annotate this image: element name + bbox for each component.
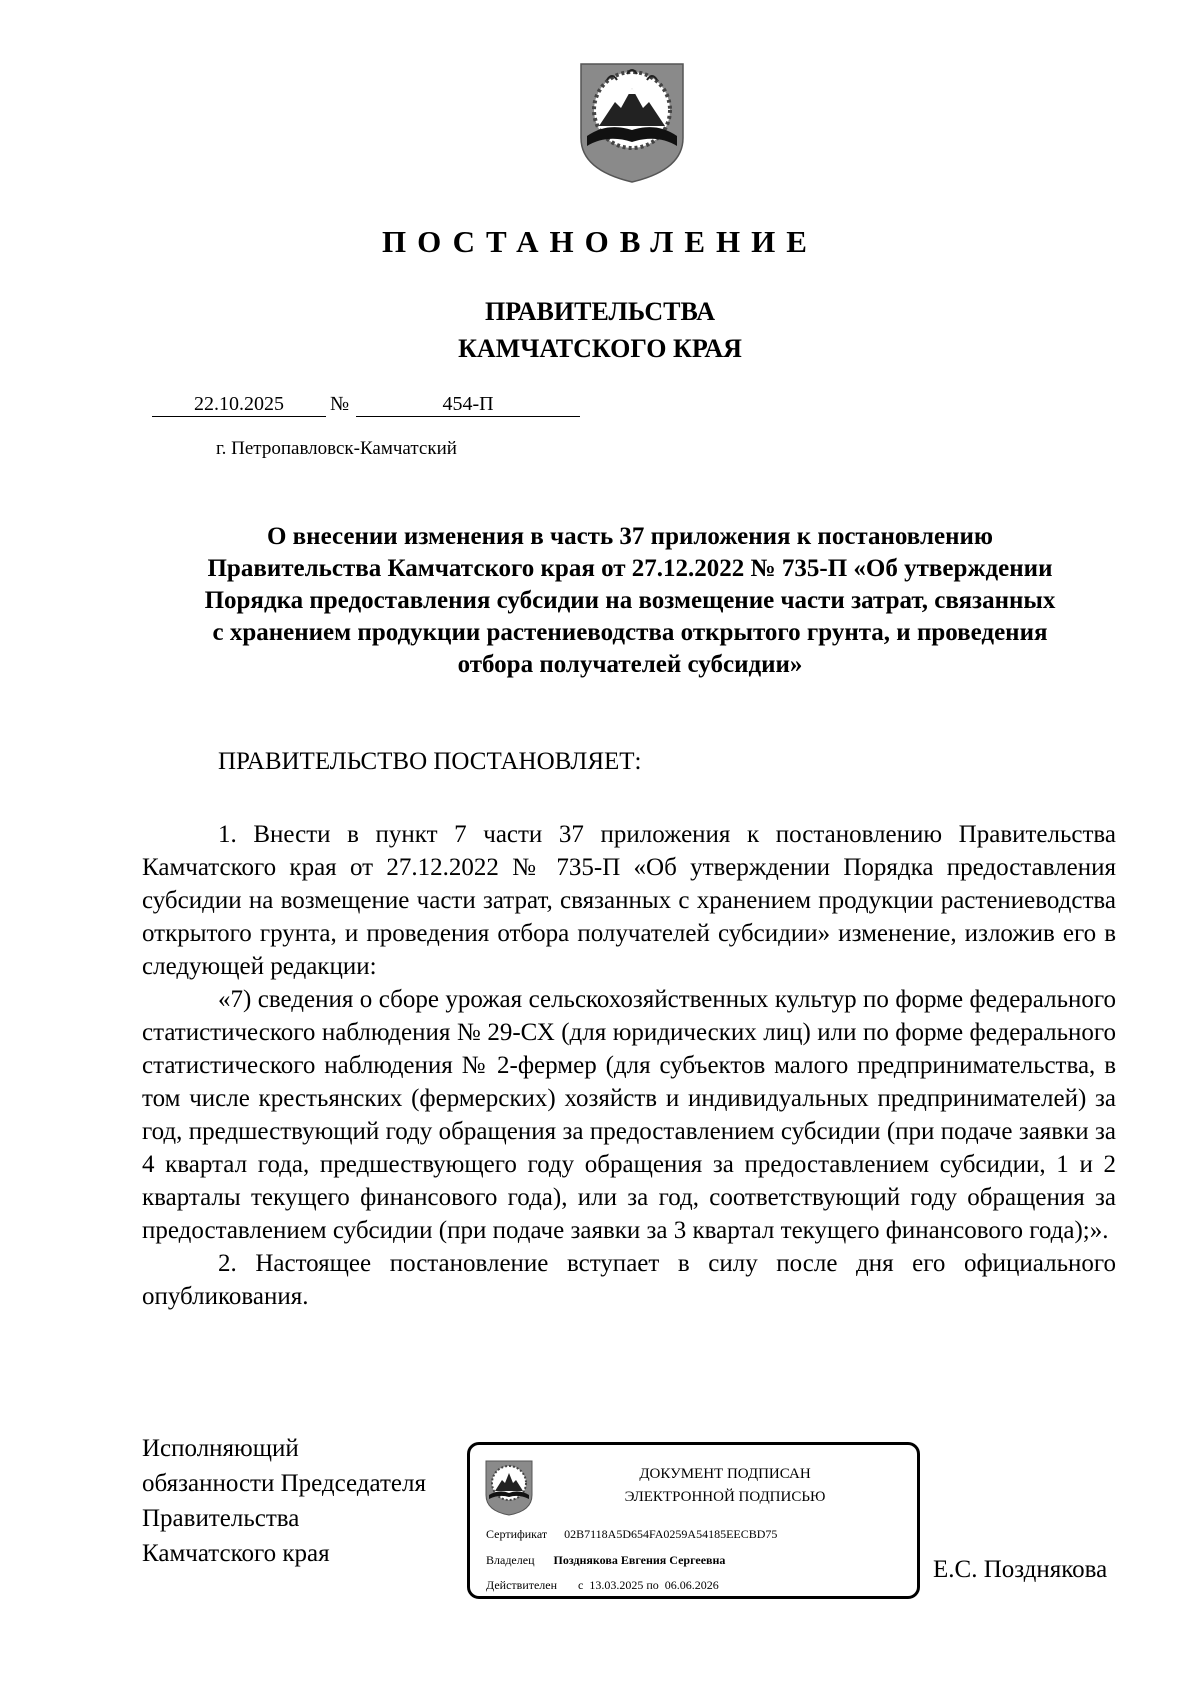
certificate-label: Сертификат [486, 1527, 548, 1541]
stamp-validity-row [486, 1578, 719, 1593]
electronic-signature-stamp [467, 1442, 920, 1599]
document-subject [140, 521, 1120, 681]
subject-line: с хранением продукции растениеводства открытого грунта, и проведения [212, 619, 1048, 646]
validity-label: Действителен [486, 1578, 558, 1592]
issue-place: г. Петропавловск-Камчатский [216, 438, 457, 459]
stamp-title: ДОКУМЕНТ ПОДПИСАН [639, 1466, 811, 1482]
stamp-header [540, 1463, 910, 1509]
document-number: 454-П [356, 392, 580, 417]
signer-position-line: Исполняющий [142, 1435, 299, 1462]
stamp-emblem-icon [484, 1459, 534, 1517]
document-date: 22.10.2025 [152, 392, 326, 417]
body-paragraph: 1. Внести в пункт 7 части 37 приложения к постановлению Правительства Камчатского края от 27.12.2022 № 735-П «Об утверждении Порядка предоставления субсидии на возмещение части затрат, связанных с хранением продукции растениеводства открытого грунта, и проведения отбора получателей субсидии» изменение, изложив его в следующей редакции: [142, 821, 1116, 980]
document-type-title: ПОСТАНОВЛЕНИЕ [382, 224, 818, 259]
number-sign: № [330, 393, 350, 415]
body-paragraph: 2. Настоящее постановление вступает в силу после дня его официального опубликования. [142, 1250, 1116, 1310]
signer-position [142, 1431, 426, 1571]
stamp-title: ЭЛЕКТРОННОЙ ПОДПИСЬЮ [624, 1489, 826, 1505]
body-paragraph: «7) сведения о сборе урожая сельскохозяйственных культур по форме федерального статистического наблюдения № 29-СХ (для юридических лиц) или по форме федерального статистического наблюдения № 2-фермер (для субъектов малого предпринимательства, в том числе крестьянских (фермерских) хозяйств и индивидуальных предпринимателей) за год, предшествующий году обращения за предоставлением субсидии (при подаче заявки за 4 квартал года, предшествующего году обращения за предоставлением субсидии, 1 и 2 кварталы текущего финансового года), или за год, соответствующий году обращения за предоставлением субсидии (при подаче заявки за 3 квартал текущего финансового года);». [142, 986, 1116, 1244]
subject-line: отбора получателей субсидии» [457, 651, 803, 678]
issuer-line: ПРАВИТЕЛЬСТВА [485, 297, 715, 326]
owner-label: Владелец [486, 1553, 535, 1567]
stamp-certificate-row [486, 1527, 777, 1542]
validity-value: с 13.03.2025 по 06.06.2026 [578, 1578, 719, 1592]
stamp-owner-row [486, 1553, 725, 1568]
signer-position-line: обязанности Председателя [142, 1470, 426, 1497]
kamchatka-emblem-icon [577, 60, 687, 186]
signer-name: Е.С. Позднякова [933, 1556, 1108, 1583]
certificate-value: 02B7118A5D654FA0259A54185EECBD75 [564, 1527, 778, 1541]
subject-line: Правительства Камчатского края от 27.12.2022 № 735-П «Об утверждении [207, 555, 1053, 582]
signer-position-line: Камчатского края [142, 1540, 330, 1567]
document-body [142, 818, 1116, 1313]
signer-position-line: Правительства [142, 1505, 300, 1532]
issuer-block [0, 293, 1200, 367]
resolves-heading: ПРАВИТЕЛЬСТВО ПОСТАНОВЛЯЕТ: [218, 748, 642, 775]
issuer-line: КАМЧАТСКОГО КРАЯ [458, 334, 742, 363]
owner-value: Позднякова Евгения Сергеевна [553, 1553, 726, 1567]
subject-line: О внесении изменения в часть 37 приложения к постановлению [266, 523, 994, 550]
subject-line: Порядка предоставления субсидии на возмещение части затрат, связанных [204, 587, 1056, 614]
